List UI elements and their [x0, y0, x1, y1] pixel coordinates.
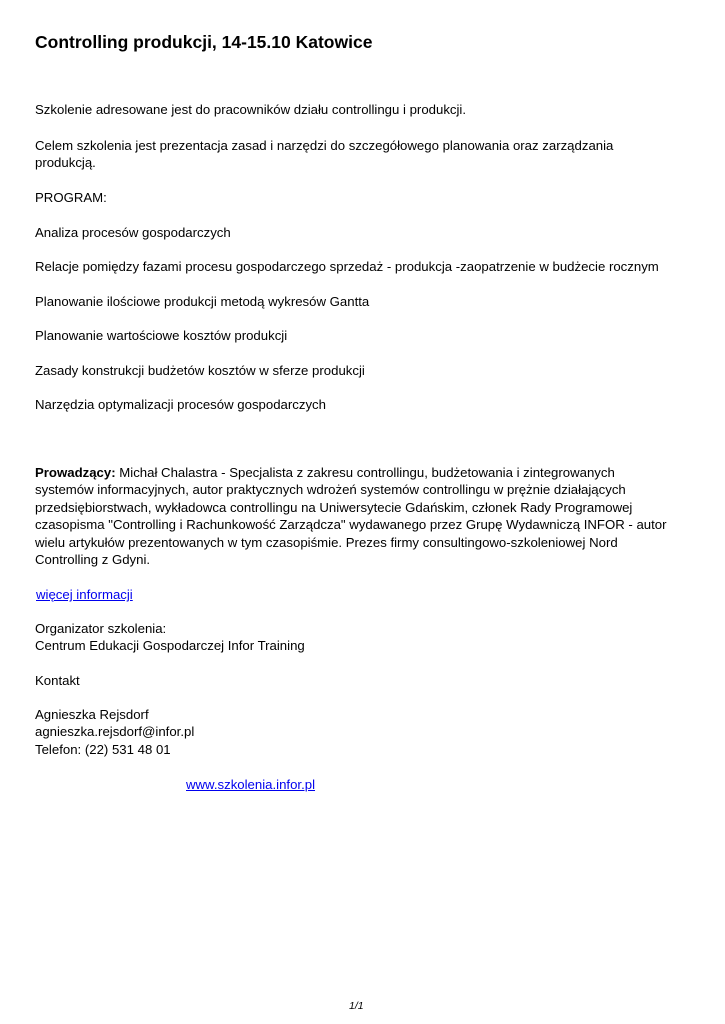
trainer-label: Prowadzący:	[35, 465, 116, 480]
website-paragraph	[186, 776, 586, 793]
program-item: Analiza procesów gospodarczych	[35, 225, 231, 240]
organizer-name: Centrum Edukacji Gospodarczej Infor Training	[35, 638, 305, 654]
document-title: Controlling produkcji, 14-15.10 Katowice	[35, 32, 373, 52]
more-info-paragraph	[36, 586, 696, 603]
goal-text	[35, 137, 695, 172]
contact-name: Agnieszka Rejsdorf	[35, 707, 149, 722]
program-item: Planowanie ilościowe produkcji metodą wykresów Gantta	[35, 294, 370, 309]
trainer-line: czasopisma "Controlling i Rachunkowość Zarządcza" wydawanego przez Grupę Wydawniczą INFOR - autor	[35, 517, 667, 533]
organizer-block	[35, 620, 695, 655]
program-item: Planowanie wartościowe kosztów produkcji	[35, 328, 288, 343]
trainer-line: Michał Chalastra - Specjalista z zakresu controllingu, budżetowania i zintegrowanych	[115, 465, 615, 480]
trainer-line: przedsiębiorstwach, wykładowca controllingu na Uniwersytecie Gdańskim, członek Rady Programowej	[35, 499, 633, 515]
program-item: Narzędzia optymalizacji procesów gospodarczych	[35, 397, 326, 412]
program-item: Relacje pomiędzy fazami procesu gospodarczego sprzedaż - produkcja -zaopatrzenie w budżecie rocznym	[35, 259, 659, 274]
intro-text: Szkolenie adresowane jest do pracowników działu controllingu i produkcji.	[35, 102, 467, 117]
more-info-link[interactable]: więcej informacji	[36, 587, 133, 602]
trainer-line: wielu artykułów prezentowanych w tym czasopiśmie. Prezes firmy consultingowo-szkoleniowej Nord	[35, 534, 618, 550]
page-number: 1/1	[349, 1000, 364, 1012]
program-item: Zasady konstrukcji budżetów kosztów w sferze produkcji	[35, 363, 365, 378]
goal-line-2: produkcją.	[35, 155, 96, 171]
contact-email: agnieszka.rejsdorf@infor.pl	[35, 724, 195, 740]
organizer-label: Organizator szkolenia:	[35, 621, 167, 636]
contact-details	[35, 706, 695, 758]
program-heading: PROGRAM:	[35, 190, 107, 205]
trainer-paragraph	[35, 464, 695, 568]
trainer-line: systemów informacyjnych, autor praktycznych wdrożeń systemów controllingu w prężnie działających	[35, 482, 626, 498]
website-link[interactable]: www.szkolenia.infor.pl	[186, 777, 316, 792]
contact-heading: Kontakt	[35, 673, 80, 688]
goal-line-1: Celem szkolenia jest prezentacja zasad i narzędzi do szczegółowego planowania oraz zarządzania	[35, 138, 614, 153]
trainer-line: Controlling z Gdyni.	[35, 552, 151, 568]
contact-phone: Telefon: (22) 531 48 01	[35, 741, 171, 757]
